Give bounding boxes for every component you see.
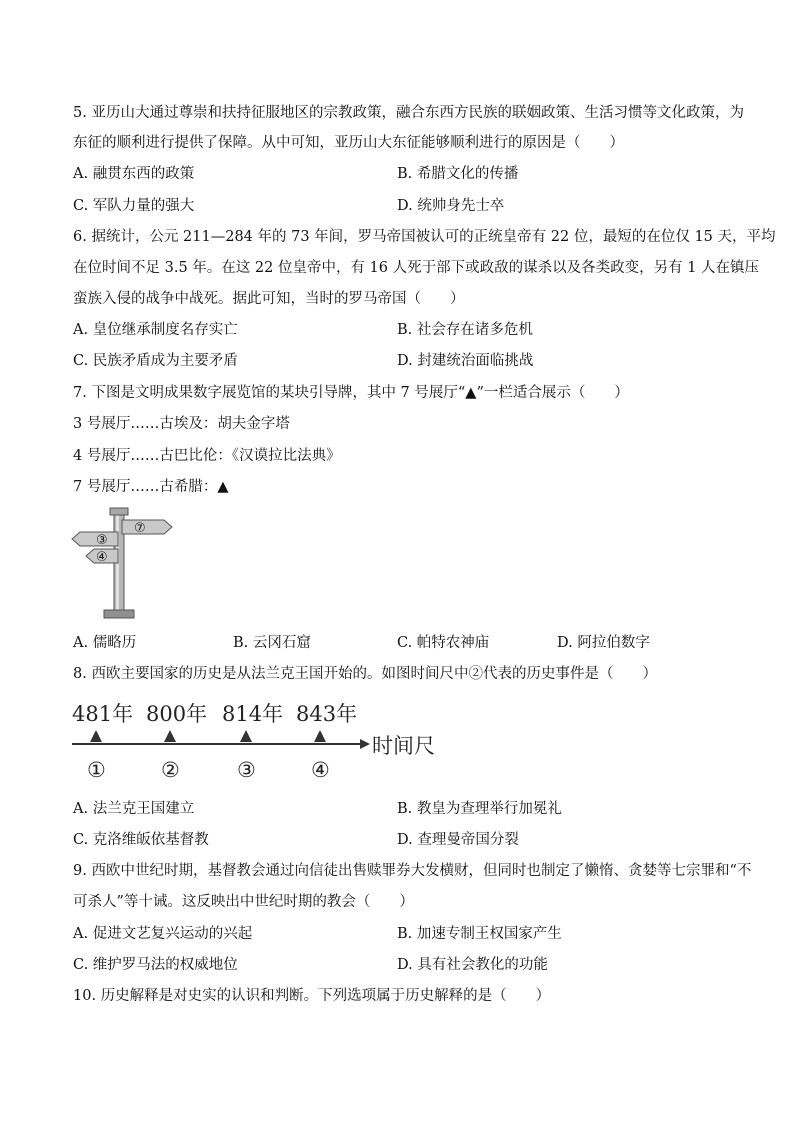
sign-label-3: ③ [96,533,108,548]
timeline-tick-4 [314,730,326,742]
q5-stem-line1: 5. 亚历山大通过尊崇和扶持征服地区的宗教政策，融合东西方民族的联姻政策、生活习惯等文化政策，为 [73,105,744,121]
q8-stem: 8. 西欧主要国家的历史是从法兰克王国开始的。如图时间尺中②代表的历史事件是（ ） [73,666,657,682]
q8-option-a: A. 法兰克王国建立 [73,801,195,817]
q5-stem-line2: 东征的顺利进行提供了保障。从中可知，亚历山大东征能够顺利进行的原因是（ ） [73,135,624,151]
q9-option-d: D. 具有社会教化的功能 [397,957,548,973]
q6-stem-line3: 蛮族入侵的战争中战死。据此可知，当时的罗马帝国（ ） [73,291,465,307]
timeline-arrow [360,739,370,749]
timeline-tick-1 [90,730,102,742]
q10-stem: 10. 历史解释是对史实的认识和判断。下列选项属于历史解释的是（ ） [73,988,551,1004]
timeline-figure [70,695,440,785]
timeline-tick-3 [240,730,252,742]
timeline-year-814: 814年 [222,702,284,726]
q7-option-d: D. 阿拉伯数字 [557,635,650,651]
q6-stem-line2: 在位时间不足 3.5 年。在这 22 位皇帝中，有 16 人死于部下或政敌的谋杀以及各类政变，另有 1 人在镇压 [73,260,760,276]
q9-option-b: B. 加速专制王权国家产生 [397,926,562,942]
timeline-marker-2: ② [161,758,180,782]
q5-option-c: C. 军队力量的强大 [73,198,195,214]
q6-option-c: C. 民族矛盾成为主要矛盾 [73,353,238,369]
q5-option-b: B. 希腊文化的传播 [397,166,519,182]
q6-option-d: D. 封建统治面临挑战 [397,353,534,369]
q7-option-a: A. 儒略历 [73,635,137,651]
q7-hall-7: 7 号展厅……古希腊：▲ [73,479,229,495]
q7-option-b: B. 云冈石窟 [233,635,311,651]
signpost-figure [70,506,180,622]
q9-option-a: A. 促进文艺复兴运动的兴起 [73,926,253,942]
q7-hall-4: 4 号展厅……古巴比伦：《汉谟拉比法典》 [73,448,341,464]
q5-option-a: A. 融贯东西的政策 [73,166,195,182]
sign-label-4: ④ [96,550,108,565]
q9-stem-line2: 可杀人”等十诫。这反映出中世纪时期的教会（ ） [73,894,414,910]
q7-hall-3: 3 号展厅……古埃及：胡夫金字塔 [73,416,290,432]
q6-stem-line1: 6. 据统计，公元 211—284 年的 73 年间，罗马帝国被认可的正统皇帝有 22 位，最短的在位仅 15 天，平均 [73,229,776,245]
q9-stem-line1: 9. 西欧中世纪时期，基督教会通过向信徒出售赎罪券大发横财，但同时也制定了懒惰、贪婪等七宗罪和“不 [73,863,752,879]
timeline-label: 时间尺 [372,734,435,758]
q8-option-c: C. 克洛维皈依基督教 [73,832,209,848]
timeline-marker-3: ③ [237,758,256,782]
q7-stem: 7. 下图是文明成果数字展览馆的某块引导牌，其中 7 号展厅“▲”一栏适合展示（ ） [73,385,629,401]
timeline-marker-1: ① [87,758,106,782]
q8-option-b: B. 教皇为查理举行加冕礼 [397,801,562,817]
timeline-year-481: 481年 [72,702,134,726]
timeline-marker-4: ④ [311,758,330,782]
q5-option-d: D. 统帅身先士卒 [397,198,505,214]
q9-option-c: C. 维护罗马法的权威地位 [73,957,238,973]
q7-option-c: C. 帕特农神庙 [397,635,490,651]
q8-option-d: D. 查理曼帝国分裂 [397,832,519,848]
timeline-year-843: 843年 [296,702,358,726]
sign-label-7: ⑦ [134,521,146,536]
q6-option-a: A. 皇位继承制度名存实亡 [73,322,238,338]
q6-option-b: B. 社会存在诸多危机 [397,322,533,338]
timeline-tick-2 [164,730,176,742]
timeline-year-800: 800年 [146,702,208,726]
